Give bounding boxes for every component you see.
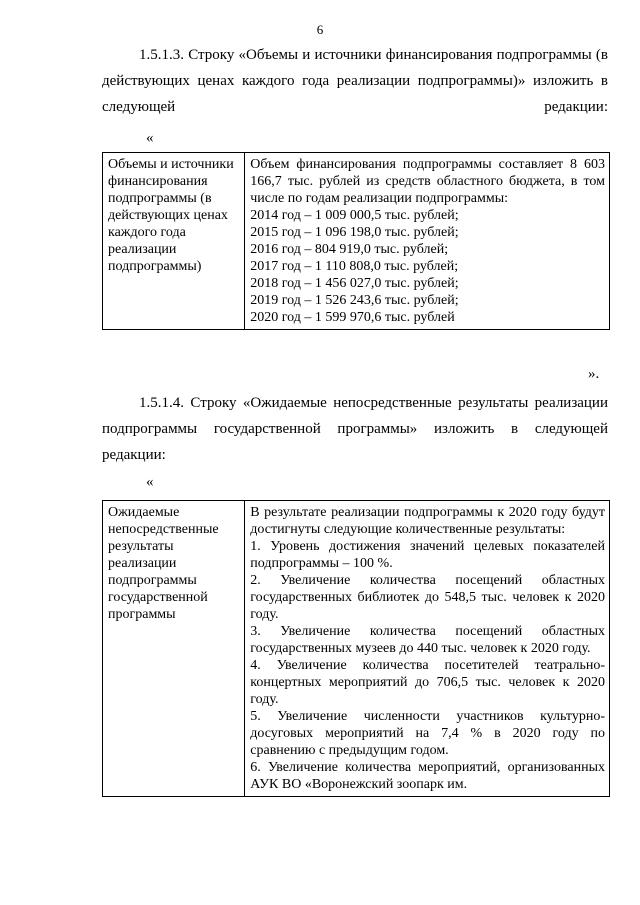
result-item-2: 2. Увеличение количества посещений областных государственных библиотек до 548,5 тыс. человек к 2020 году. — [250, 573, 605, 622]
financing-intro: Объем финансирования подпрограммы составляет 8 603 166,7 тыс. рублей из средств областного бюджета, в том числе по годам реализации подпрограммы: — [250, 157, 605, 206]
financing-year-2018: 2018 год – 1 456 027,0 тыс. рублей; — [250, 276, 459, 291]
section-1-open-quote: « — [146, 130, 154, 146]
result-item-5: 5. Увеличение численности участников культурно-досуговых мероприятий на 7,4 % в 2020 году по сравнению с предыдущим годом. — [250, 709, 605, 758]
financing-year-2015: 2015 год – 1 096 198,0 тыс. рублей; — [250, 225, 459, 240]
page-number: 6 — [316, 22, 324, 37]
section-1-intro: 1.5.1.3. Строку «Объемы и источники финансирования подпрограммы (в действующих ценах каждого года реализации подпрограммы)» изложить в следующей редакции: — [102, 47, 608, 115]
section-2-intro: 1.5.1.4. Строку «Ожидаемые непосредственные результаты реализации подпрограммы государственной программы» изложить в следующей редакции: — [102, 395, 608, 463]
financing-year-2017: 2017 год – 1 110 808,0 тыс. рублей; — [250, 259, 459, 274]
financing-year-2020: 2020 год – 1 599 970,6 тыс. рублей — [250, 310, 455, 325]
section-2-open-quote: « — [146, 474, 154, 490]
financing-year-2014: 2014 год – 1 009 000,5 тыс. рублей; — [250, 208, 459, 223]
section-1-close-quote: ». — [588, 366, 600, 382]
financing-label: Объемы и источники финансирования подпрограммы (в действующих ценах каждого года реализации подпрограммы) — [103, 153, 245, 330]
financing-table — [102, 152, 610, 330]
results-intro: В результате реализации подпрограммы к 2020 году будут достигнуты следующие количественные результаты: — [250, 505, 605, 537]
result-item-6: 6. Увеличение количества мероприятий, организованных АУК ВО «Воронежский зоопарк им. — [250, 760, 605, 792]
financing-details — [245, 153, 610, 330]
result-item-4: 4. Увеличение количества посетителей театрально-концертных мероприятий до 706,5 тыс. человек к 2020 году. — [250, 658, 605, 707]
results-label: Ожидаемые непосредственные результаты реализации подпрограммы государственной программы — [103, 501, 245, 797]
result-item-1: 1. Уровень достижения значений целевых показателей подпрограммы – 100 %. — [250, 539, 605, 571]
results-table — [102, 500, 610, 797]
result-item-3: 3. Увеличение количества посещений областных государственных музеев до 440 тыс. человек к 2020 году. — [250, 624, 605, 656]
results-details — [245, 501, 610, 797]
financing-year-2019: 2019 год – 1 526 243,6 тыс. рублей; — [250, 293, 459, 308]
financing-year-2016: 2016 год – 804 919,0 тыс. рублей; — [250, 242, 449, 257]
